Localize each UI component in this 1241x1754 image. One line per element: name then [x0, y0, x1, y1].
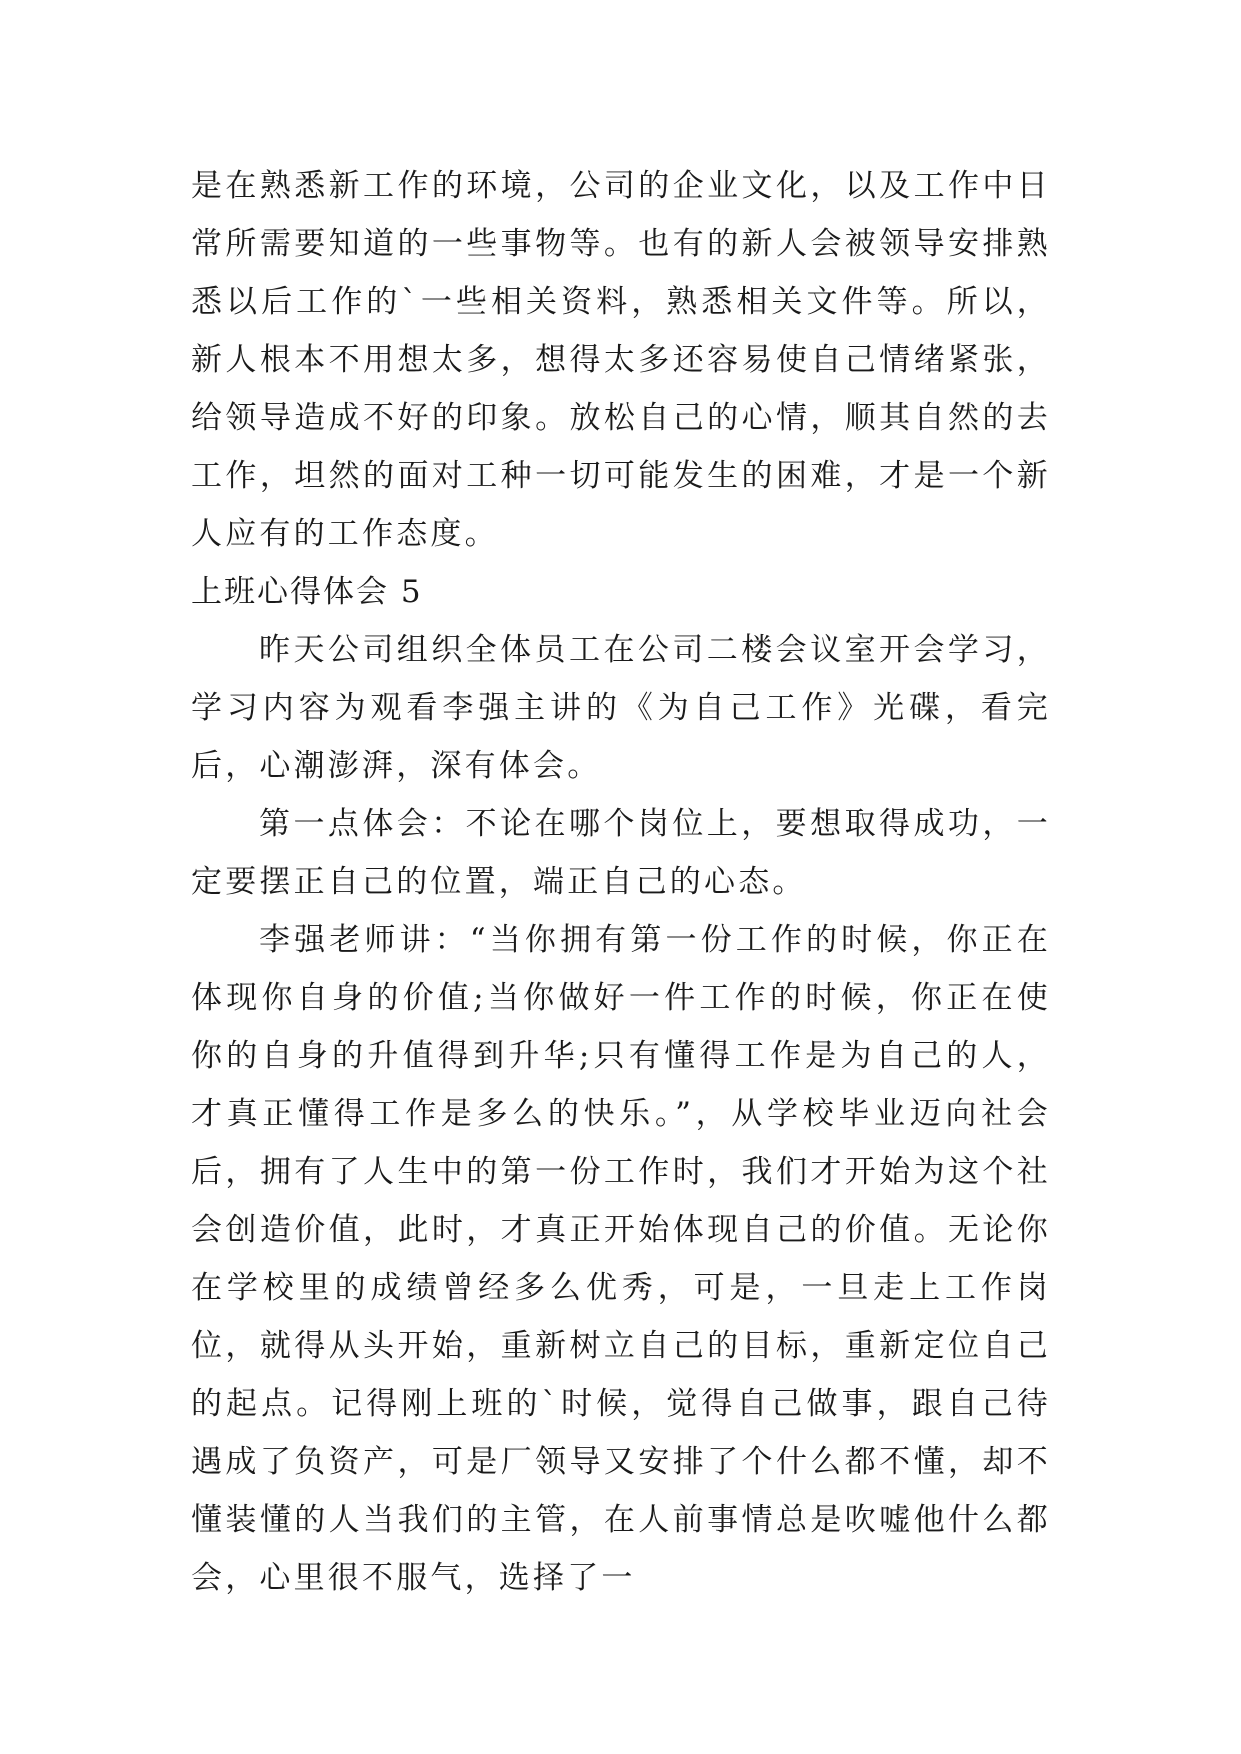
body-paragraph-1: 昨天公司组织全体员工在公司二楼会议室开会学习，学习内容为观看李强主讲的《为自己工作》光碟，看完后，心潮澎湃，深有体会。: [191, 632, 1051, 784]
body-paragraph-2: 第一点体会：不论在哪个岗位上，要想取得成功，一定要摆正自己的位置，端正自己的心态。: [191, 806, 1051, 900]
document-body: [191, 157, 1051, 1607]
section-heading: 上班心得体会 5: [191, 574, 423, 610]
continuation-paragraph: 是在熟悉新工作的环境，公司的企业文化，以及工作中日常所需要知道的一些事物等。也有的新人会被领导安排熟悉以后工作的`一些相关资料，熟悉相关文件等。所以，新人根本不用想太多，想得太多还容易使自己情绪紧张，给领导造成不好的印象。放松自己的心情，顺其自然的去工作，坦然的面对工种一切可能发生的困难，才是一个新人应有的工作态度。: [191, 168, 1051, 552]
body-paragraph-3: 李强老师讲：“当你拥有第一份工作的时候，你正在体现你自身的价值;当你做好一件工作的时候，你正在使你的自身的升值得到升华;只有懂得工作是为自己的人，才真正懂得工作是多么的快乐。”，从学校毕业迈向社会后，拥有了人生中的第一份工作时，我们才开始为这个社会创造价值，此时，才真正开始体现自己的价值。无论你在学校里的成绩曾经多么优秀，可是，一旦走上工作岗位，就得从头开始，重新树立自己的目标，重新定位自己的起点。记得刚上班的`时候，觉得自己做事，跟自己待遇成了负资产，可是厂领导又安排了个什么都不懂，却不懂装懂的人当我们的主管，在人前事情总是吹嘘他什么都会，心里很不服气，选择了一: [191, 922, 1051, 1596]
